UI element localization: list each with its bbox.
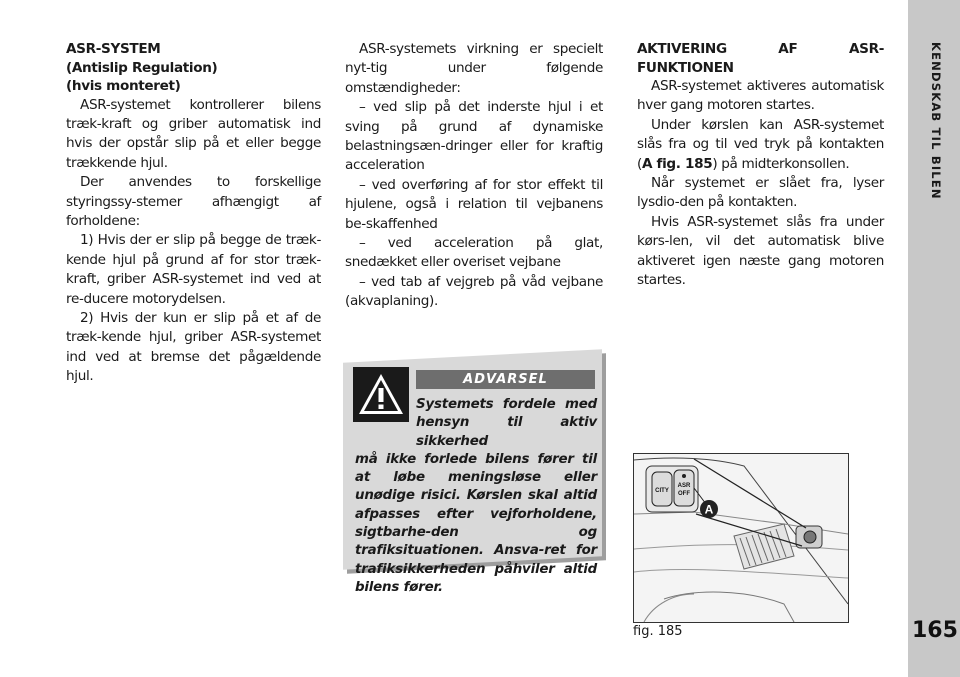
section-title: KENDSKAB TIL BILEN	[929, 42, 943, 200]
paragraph: 1) Hvis der er slip på begge de træk-kende hjul på grund af for stor træk-kraft, griber ASR-systemet ind ved at re-ducere motorydelsen.	[66, 232, 321, 307]
city-button-label: CITY	[655, 488, 669, 494]
callout-a: A	[704, 502, 714, 517]
paragraph: ASR-systemets virkning er specielt nyt-tig under følgende omstændigheder:	[345, 41, 603, 96]
page-number: 165	[912, 618, 958, 643]
asr-button-label-1: ASR	[677, 483, 691, 489]
warning-text-first: Systemets fordele med hensyn til aktiv sikkerhed	[416, 397, 597, 449]
column-3	[637, 40, 884, 290]
paragraph: 2) Hvis der kun er slip på et af de træk-kende hjul, griber ASR-systemet ind ved at bremse det pågældende hjul.	[66, 309, 321, 385]
paragraph: – ved overføring af for stor effekt til hjulene, også i relation til vejbanens be-skaffenhed	[345, 176, 603, 232]
heading-optional: (hvis monteret)	[66, 78, 181, 94]
heading-activation: AKTIVERING AF ASR-FUNKTIONEN	[637, 41, 884, 76]
paragraph: – ved acceleration på glat, snedækket eller overiset vejbane	[345, 235, 603, 271]
paragraph-text: ) på midterkonsollen.	[712, 155, 850, 172]
paragraph: Der anvendes to forskellige styringssy-stemer afhængigt af forholdene:	[66, 174, 321, 229]
paragraph: – ved slip på det inderste hjul i et sving på grund af dynamiske belastningsæn-dringer eller for kraftig acceleration	[345, 99, 603, 174]
paragraph: Når systemet er slået fra, lyser lysdio-den på kontakten.	[637, 175, 884, 211]
warning-label: ADVARSEL	[416, 370, 595, 389]
heading-antislip: (Antislip Regulation)	[66, 59, 218, 76]
paragraph: Hvis ASR-systemet slås fra under kørs-len, vil det automatisk blive aktiveret igen næste gang motoren startes.	[637, 213, 884, 289]
figure-caption: fig. 185	[633, 624, 683, 639]
console-illustration	[634, 454, 848, 622]
figure-reference: A fig. 185	[641, 155, 713, 172]
paragraph-text: Under kørslen kan ASR-systemet slås fra og til ved tryk på kontakten (	[637, 116, 884, 172]
asr-button-label-2: OFF	[678, 491, 690, 497]
warning-text	[355, 396, 597, 597]
paragraph: – ved tab af vejgreb på våd vejbane (akvaplaning).	[345, 273, 603, 310]
figure-asr-switch	[633, 453, 849, 623]
column-2	[345, 40, 603, 312]
warning-text-rest: må ikke forlede bilens fører til at løbe meningsløse eller unødige risici. Kørslen skal altid afpasses efter vejforholdene, sigtbarhe-den og trafiksituationen. Ansva-ret for trafiksikkerheden påhviler altid bilens fører.	[355, 451, 597, 595]
paragraph: ASR-systemet aktiveres automatisk hver gang motoren startes.	[637, 78, 884, 114]
paragraph	[637, 116, 884, 174]
column-1	[66, 40, 321, 387]
paragraph: ASR-systemet kontrollerer bilens træk-kraft og griber automatisk ind hvis der opstår slip på et eller begge trækkende hjul.	[66, 96, 321, 171]
heading-asr-system: ASR-SYSTEM	[66, 41, 161, 57]
